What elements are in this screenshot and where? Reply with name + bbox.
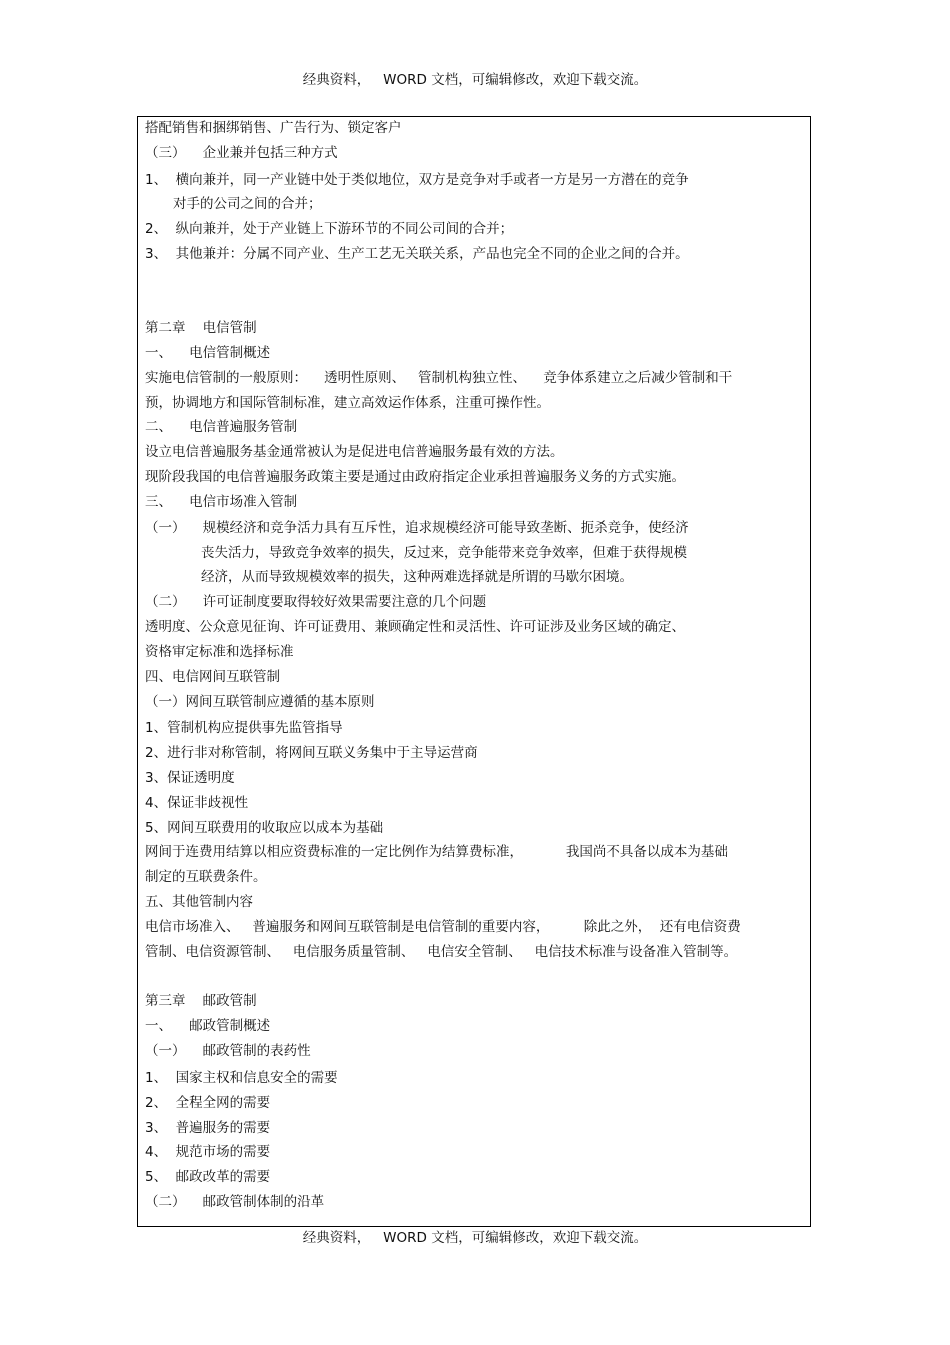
- text-line: 网间于连费用结算以相应资费标准的一定比例作为结算费标准， 我国尚不具备以成本为基础: [145, 844, 728, 860]
- text-line: 搭配销售和捆绑销售、广告行为、锁定客户: [145, 120, 402, 136]
- page-footer: 经典资料， WORD 文档，可编辑修改，欢迎下载交流。: [302, 1230, 648, 1246]
- section-heading: 五、其他管制内容: [145, 894, 253, 910]
- list-item: 3、 其他兼并：分属不同产业、生产工艺无关联关系，产品也完全不同的企业之间的合并。: [145, 246, 689, 262]
- page-header: 经典资料， WORD 文档，可编辑修改，欢迎下载交流。: [302, 72, 648, 88]
- list-item: 4、保证非歧视性: [145, 795, 249, 811]
- text-line: 制定的互联费条件。: [145, 869, 267, 885]
- section-heading: 三、 电信市场准入管制: [145, 494, 298, 510]
- list-item: 4、 规范市场的需要: [145, 1144, 271, 1160]
- list-item: 1、 国家主权和信息安全的需要: [145, 1070, 338, 1086]
- list-item: 2、进行非对称管制，将网间互联义务集中于主导运营商: [145, 745, 478, 761]
- list-item: 2、 纵向兼并，处于产业链上下游环节的不同公司间的合并；: [145, 221, 514, 237]
- text-line: 现阶段我国的电信普遍服务政策主要是通过由政府指定企业承担普遍服务义务的方式实施。: [145, 469, 685, 485]
- text-line: 设立电信普遍服务基金通常被认为是促进电信普遍服务最有效的方法。: [145, 444, 564, 460]
- section-heading: 四、电信网间互联管制: [145, 669, 280, 685]
- subsection-text-continuation: 经济，从而导致规模效率的损失，这种两难选择就是所谓的马歇尔困境。: [201, 569, 633, 585]
- chapter-heading: 第二章 电信管制: [145, 320, 257, 336]
- subsection-text-continuation: 丧失活力，导致竞争效率的损失，反过来，竞争能带来竞争效率，但难于获得规模: [201, 545, 687, 561]
- list-item: 3、保证透明度: [145, 770, 235, 786]
- list-item: 1、 横向兼并，同一产业链中处于类似地位，双方是竞争对手或者一方是另一方潜在的竞争: [145, 172, 689, 188]
- section-heading: 二、 电信普遍服务管制: [145, 419, 298, 435]
- list-item: 5、网间互联费用的收取应以成本为基础: [145, 820, 384, 836]
- text-line: 资格审定标准和选择标准: [145, 644, 294, 660]
- section-heading: 一、 电信管制概述: [145, 345, 271, 361]
- subsection-heading: （二） 许可证制度要取得较好效果需要注意的几个问题: [145, 594, 487, 610]
- subsection-heading: （三） 企业兼并包括三种方式: [145, 145, 338, 161]
- text-line: 电信市场准入、 普遍服务和网间互联管制是电信管制的重要内容， 除此之外， 还有电信资费: [145, 919, 741, 935]
- section-heading: 一、 邮政管制概述: [145, 1018, 271, 1034]
- subsection-heading: （一）网间互联管制应遵循的基本原则: [145, 694, 375, 710]
- subsection-heading: （二） 邮政管制体制的沿革: [145, 1194, 325, 1210]
- list-item: 2、 全程全网的需要: [145, 1095, 271, 1111]
- list-item: 3、 普遍服务的需要: [145, 1120, 271, 1136]
- text-line: 管制、电信资源管制、 电信服务质量管制、 电信安全管制、 电信技术标准与设备准入管制等。: [145, 944, 738, 960]
- chapter-heading: 第三章 邮政管制: [145, 993, 257, 1009]
- list-item: 1、管制机构应提供事先监管指导: [145, 720, 343, 736]
- subsection-heading: （一） 邮政管制的表药性: [145, 1043, 311, 1059]
- text-line: 实施电信管制的一般原则： 透明性原则、 管制机构独立性、 竞争体系建立之后减少管制和干: [145, 370, 733, 386]
- text-line: 预，协调地方和国际管制标准，建立高效运作体系，注重可操作性。: [145, 395, 550, 411]
- text-line: 透明度、公众意见征询、许可证费用、兼顾确定性和灵活性、许可证涉及业务区域的确定、: [145, 619, 685, 635]
- list-item: 5、 邮政改革的需要: [145, 1169, 271, 1185]
- list-item-continuation: 对手的公司之间的合并；: [173, 196, 322, 212]
- subsection-text: （一） 规模经济和竞争活力具有互斥性，追求规模经济可能导致垄断、扼杀竞争，使经济: [145, 520, 689, 536]
